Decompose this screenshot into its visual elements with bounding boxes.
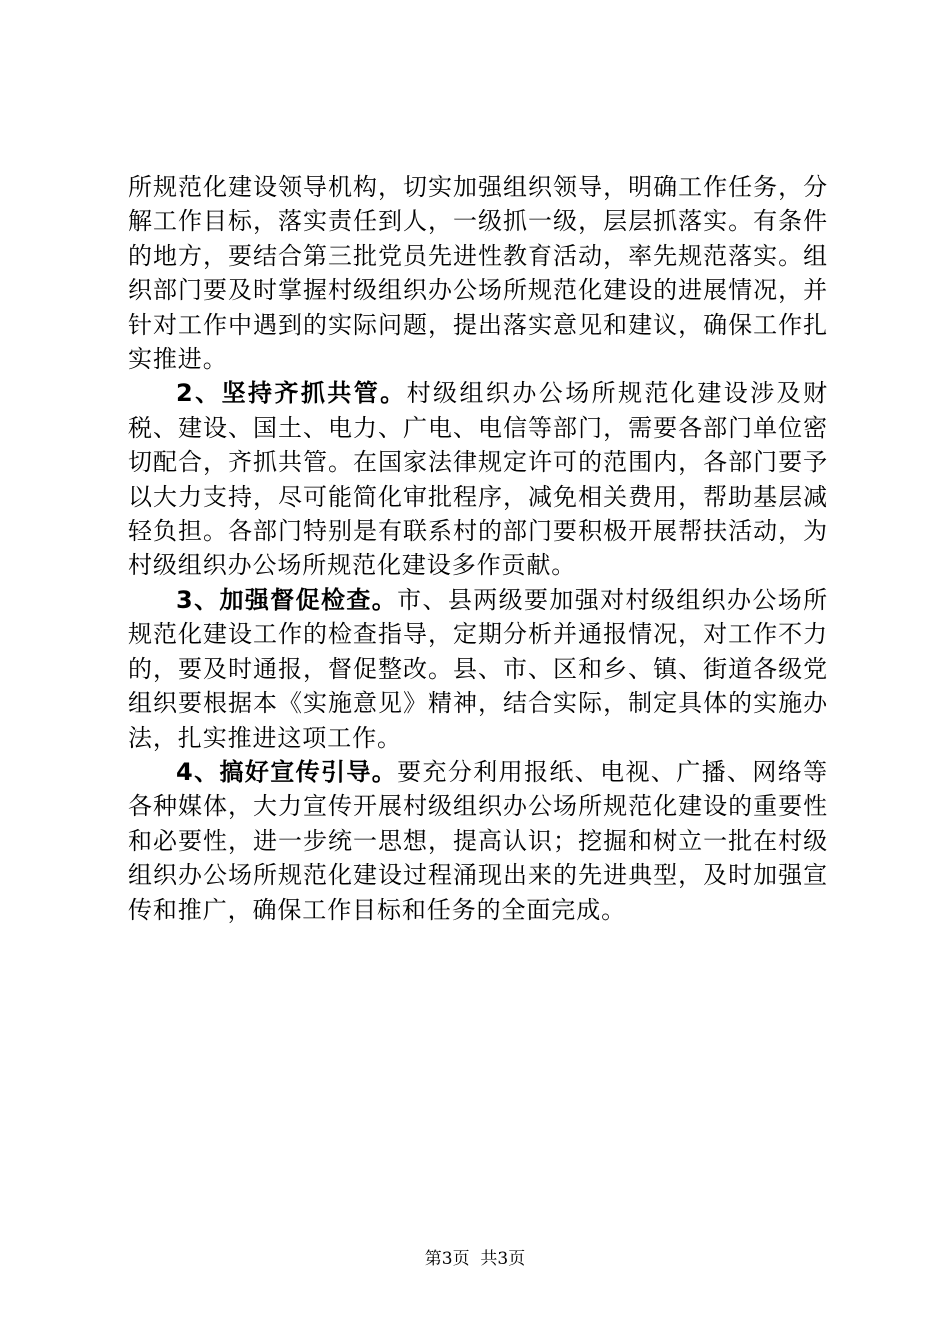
paragraph-item-2 xyxy=(128,376,828,582)
paragraph-item-4 xyxy=(128,755,828,927)
paragraph-heading: 2、坚持齐抓共管。 xyxy=(176,379,407,408)
paragraph-text: 所规范化建设领导机构，切实加强组织领导，明确工作任务，分解工作目标，落实责任到人，一级抓一级，层层抓落实。有条件的地方，要结合第三批党员先进性教育活动，率先规范落实。组织部门要及时掌握村级组织办公场所规范化建设的进展情况，并针对工作中遇到的实际问题，提出落实意见和建议，确保工作扎实推进。 xyxy=(128,173,828,374)
paragraph-heading: 4、搞好宣传引导。 xyxy=(176,757,398,786)
paragraph-text: 要充分利用报纸、电视、广播、网络等各种媒体，大力宣传开展村级组织办公场所规范化建设的重要性和必要性，进一步统一思想，提高认识；挖掘和树立一批在村级组织办公场所规范化建设过程涌现出来的先进典型，及时加强宣传和推广，确保工作目标和任务的全面完成。 xyxy=(128,757,828,924)
page-footer xyxy=(0,1244,950,1269)
paragraph-text: 市、县两级要加强对村级组织办公场所规范化建设工作的检查指导，定期分析并通报情况，对工作不力的，要及时通报，督促整改。县、市、区和乡、镇、街道各级党组织要根据本《实施意见》精神，结合实际，制定具体的实施办法，扎实推进这项工作。 xyxy=(128,585,828,752)
paragraph-item-3 xyxy=(128,583,828,755)
page-number: 第3页 共3页 xyxy=(424,1249,526,1269)
paragraph-text: 村级组织办公场所规范化建设涉及财税、建设、国土、电力、广电、电信等部门，需要各部门单位密切配合，齐抓共管。在国家法律规定许可的范围内，各部门要予以大力支持，尽可能简化审批程序，减免相关费用，帮助基层减轻负担。各部门特别是有联系村的部门要积极开展帮扶活动，为村级组织办公场所规范化建设多作贡献。 xyxy=(128,379,828,580)
paragraph-continuation xyxy=(128,170,828,376)
paragraph-heading: 3、加强督促检查。 xyxy=(176,585,398,614)
document-body xyxy=(128,170,828,927)
